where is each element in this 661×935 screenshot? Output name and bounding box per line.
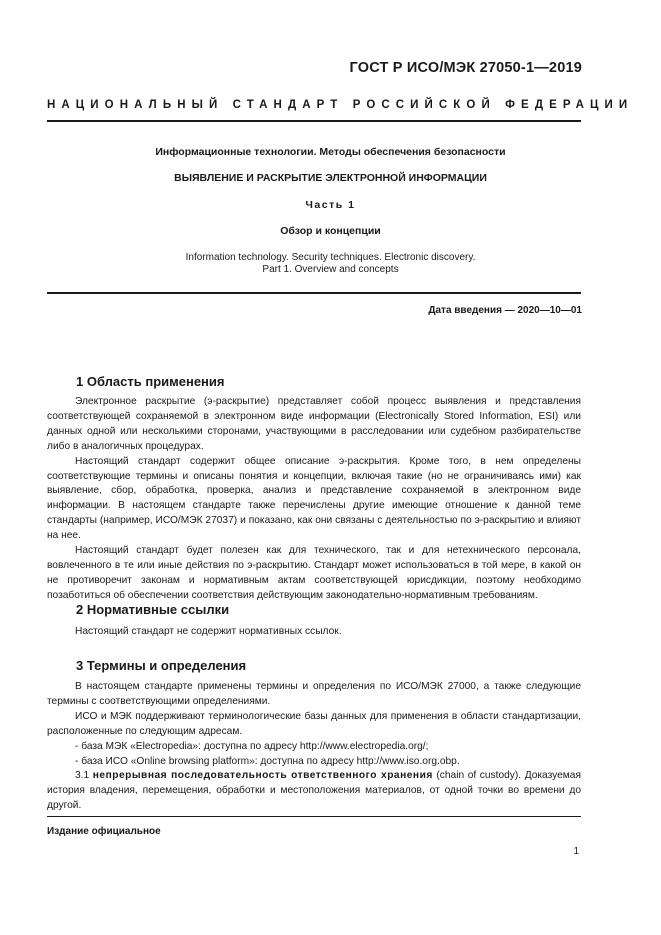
section-1-paragraph-2: Настоящий стандарт содержит общее описание э-раскрытия. Кроме того, в нем определены соответствующие термины и описаны понятия и концепции, включая такие (но не ограничиваясь ими) как выявление, сбор, обработка, проверка, анализ и представление сохраняемой в электронном виде информации. В настоящем стандарте также перечислены другие имеющие отношение к данной теме стандарты (например, ИСО/МЭК 27037) и показано, как они связаны с деятельностью по э-раскрытию и влияют на нее. [47,455,581,542]
top-divider [47,120,581,122]
section-1-heading: 1 Область применения [76,374,225,389]
definition-text: (chain of custody). Доказуемая история владения, перемещения, обработки и местоположения материалов, от одной точки во времени до другой. [47,770,581,812]
definition-term: непрерывная последовательность ответственного хранения [92,770,433,782]
title-part: Часть 1 [305,199,356,211]
section-3-list-item-1: - база МЭК «Electropedia»: доступна по адресу http://www.electropedia.org/; [75,740,429,752]
official-edition-label: Издание официальное [47,826,161,837]
section-3-paragraph-2: ИСО и МЭК поддерживают терминологические базы данных для применения в области стандартизации, расположенные по следующим адресам. [47,710,581,737]
section-1-body [47,395,581,604]
english-title-line-2: Part 1. Overview and concepts [262,264,399,275]
definition-3-1 [47,769,581,814]
section-1-paragraph-1: Электронное раскрытие (э-раскрытие) представляет собой процесс выявления и представления соответствующей сохраняемой в электронном виде информации (Electronically Stored Information, ESI) или данных одной или несколькими сторонами, участвующими в расследовании или судебном разбирательстве либо в аналогичных процедурах. [47,396,581,452]
section-3-body [47,680,581,814]
section-2-body [47,625,581,640]
date-of-introduction: Дата введения — 2020—10—01 [428,305,582,316]
document-code: ГОСТ Р ИСО/МЭК 27050-1—2019 [349,60,582,76]
section-2-heading: 2 Нормативные ссылки [76,602,230,617]
section-1-paragraph-3: Настоящий стандарт будет полезен как для технического, так и для нетехнического персонала, вовлеченного в те или иные действия по э-раскрытию. Стандарт может использоваться в той мере, в какой он не противоречит законам и нормативным актам соответствующей юрисдикции, поэтому необходимо позаботиться об обеспечении соответствия действующим законодательно-нормативным требованиям. [47,545,581,601]
section-3-paragraph-1: В настоящем стандарте применены термины и определения по ИСО/МЭК 27000, а также следующие термины с соответствующими определениями. [47,681,581,707]
section-3-list-item-2: - база ИСО «Online browsing platform»: доступна по адресу http://www.iso.org.obp. [75,755,460,767]
title-divider [47,292,581,294]
section-3-heading: 3 Термины и определения [76,658,247,673]
definition-number: 3.1 [75,770,90,782]
national-standard-banner: НАЦИОНАЛЬНЫЙ СТАНДАРТ РОССИЙСКОЙ ФЕДЕРАЦИИ [47,99,634,111]
title-line-1: Информационные технологии. Методы обеспечения безопасности [155,146,506,158]
page-number: 1 [573,846,579,857]
title-line-2: ВЫЯВЛЕНИЕ И РАСКРЫТИЕ ЭЛЕКТРОННОЙ ИНФОРМАЦИИ [174,172,487,184]
title-subtitle: Обзор и концепции [280,225,381,237]
section-2-paragraph-1: Настоящий стандарт не содержит нормативных ссылок. [75,626,342,637]
footer-divider [47,816,581,817]
english-title-line-1: Information technology. Security techniques. Electronic discovery. [185,252,476,263]
